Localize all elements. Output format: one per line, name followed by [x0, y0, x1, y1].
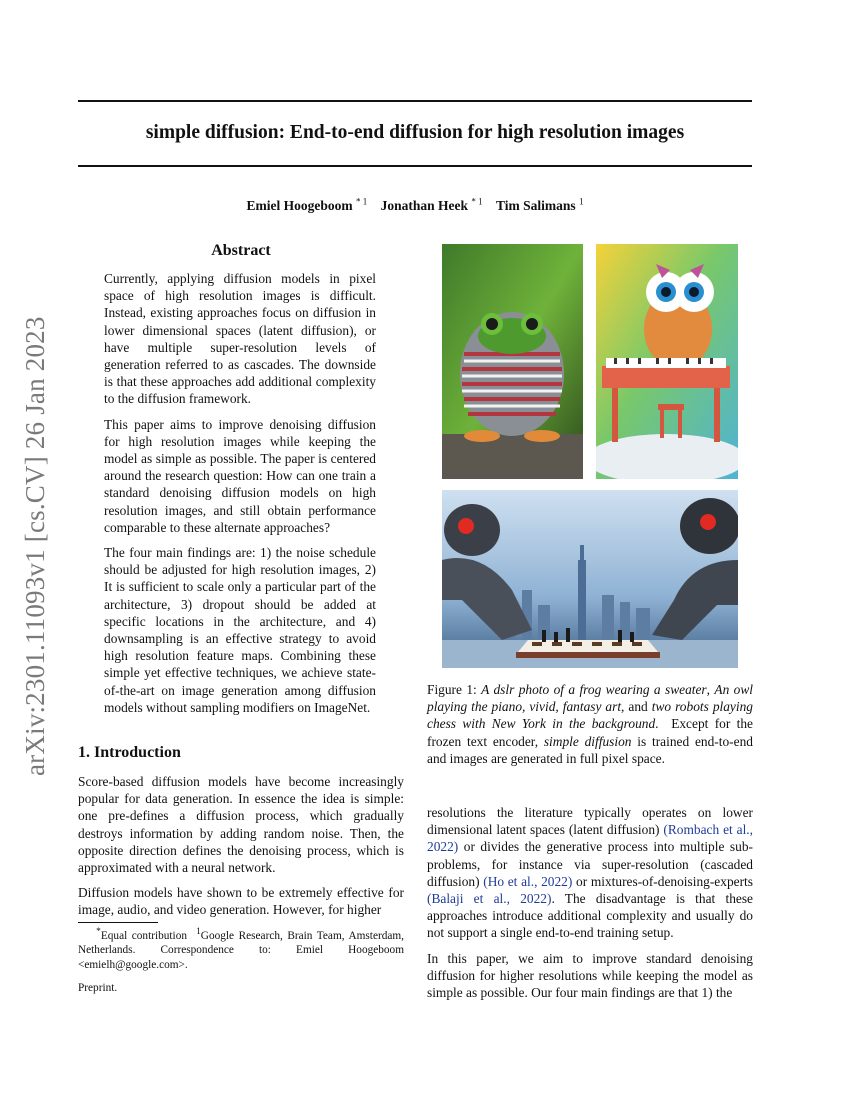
abstract-heading: Abstract [211, 242, 271, 259]
abstract-paragraph: The four main findings are: 1) the noise schedule should be adjusted for high resolution images, 2) It is sufficient to scale only a particular part of the architecture, 3) dropout should be added at specific locations in the architecture, and 4) downsampling is an effective strategy to avoid high resolution feature maps. Combining these simple yet effective techniques, we achieve state-of-the-art on image generation among diffusion models without sampling modifiers on ImageNet. [104, 545, 376, 715]
citation-link[interactable]: (Ho et al., 2022) [483, 873, 573, 889]
arxiv-identifier: arXiv:2301.11093v1 [cs.CV] 26 Jan 2023 [20, 316, 50, 776]
footnote-mark: 1 [196, 927, 201, 937]
owl-piano-image [596, 244, 738, 479]
paper-title: simple diffusion: End-to-end diffusion for high resolution images [145, 122, 685, 143]
footnote [78, 925, 404, 972]
caption-text: and [628, 699, 648, 715]
intro-paragraph: Score-based diffusion models have become increasingly popular for data generation. In essence the idea is simple: one pre-defines a diffusion process, which gradually destroys information by adding random noise. Then, the opposite direction defines the denoising process, which is approximated with a neural network. [78, 774, 404, 876]
caption-prompt: two robots playing chess with New York in the background [427, 699, 753, 732]
caption-text: is trained end-to-end and images are generated in full pixel space. [427, 733, 753, 766]
title-bottom-rule [78, 165, 752, 167]
caption-model-name: simple diffusion [543, 733, 632, 749]
intro-paragraph: Diffusion models have shown to be extremely effective for image, audio, and video generation. However, for higher [78, 885, 404, 918]
figure-label: Figure 1: [427, 682, 477, 697]
intro-text: . The disadvantage is that these approaches introduce additional complexity and usually do not support a single end-to-end training setup. [427, 891, 753, 941]
caption-prompt: A dslr photo of a frog wearing a sweater [481, 682, 707, 697]
robots-chess-image [442, 490, 738, 668]
author [496, 198, 584, 213]
abstract-paragraph: This paper aims to improve denoising diffusion for high resolution images while keeping the model as simple as possible. The paper is centered around the research question: How can one train a standard denoising diffusion models on high resolution images, and still obtain performance comparable to these alternate approaches? [104, 416, 376, 535]
author [246, 198, 367, 213]
preprint-notice: Preprint. [78, 982, 118, 994]
abstract-body [104, 270, 376, 724]
author-affiliation-marks: * 1 [471, 196, 483, 206]
caption-text: Except for the frozen text encoder, [427, 716, 753, 749]
figure-caption: Figure 1: A dslr photo of a frog wearing a sweater, An owl playing the piano, vivid, fantasy art, and two robots playing chess with New York in the background. Except for the frozen text encoder, simple diffusion is trained end-to-end and images are generated in full pixel space. [427, 682, 753, 766]
author-affiliation-marks: 1 [579, 196, 584, 206]
author-name: Tim Salimans [495, 197, 576, 213]
abstract-paragraph: Currently, applying diffusion models in pixel space of high resolution images is difficult. Instead, existing approaches focus on diffusion in lower dimensional spaces (latent diffusion), or have multiple super-resolution levels of generation referred to as cascades. The downside is that these approaches add additional complexity to the diffusion framework. [104, 271, 376, 407]
introduction-left-column [78, 773, 404, 927]
footnote-text: Google Research, Brain Team, Amsterdam, Netherlands. Correspondence to: Emiel Hoogeboom <emielh@google.com>. [78, 929, 404, 971]
footnote-mark: * [96, 927, 101, 937]
frog-sweater-image [442, 244, 583, 479]
author-list [78, 196, 752, 214]
introduction-right-column [427, 804, 753, 1009]
footnote-rule [78, 922, 158, 923]
title-top-rule [78, 100, 752, 102]
intro-paragraph: In this paper, we aim to improve standard denoising diffusion for higher resolutions while keeping the model as simple as possible. Our four main findings are that 1) the [427, 950, 753, 1001]
author [381, 198, 483, 213]
citation-link[interactable]: (Balaji et al., 2022) [427, 891, 552, 907]
intro-text: resolutions the literature typically operates on lower dimensional latent spaces (latent diffusion) [427, 805, 753, 838]
author-name: Jonathan Heek [380, 197, 468, 213]
author-affiliation-marks: * 1 [355, 196, 368, 206]
citation-link[interactable]: (Rombach et al., 2022) [427, 822, 753, 855]
intro-text: or divides the generative process into multiple sub-problems, for instance via super-resolution (cascaded diffusion) [427, 839, 753, 889]
introduction-heading: 1. Introduction [78, 744, 181, 761]
intro-paragraph [427, 804, 753, 942]
footnote-text: Equal contribution [100, 929, 187, 942]
caption-prompt: An owl playing the piano, vivid, fantasy art [427, 682, 753, 715]
author-name: Emiel Hoogeboom [246, 197, 353, 213]
intro-text: or mixtures-of-denoising-experts [576, 873, 753, 889]
